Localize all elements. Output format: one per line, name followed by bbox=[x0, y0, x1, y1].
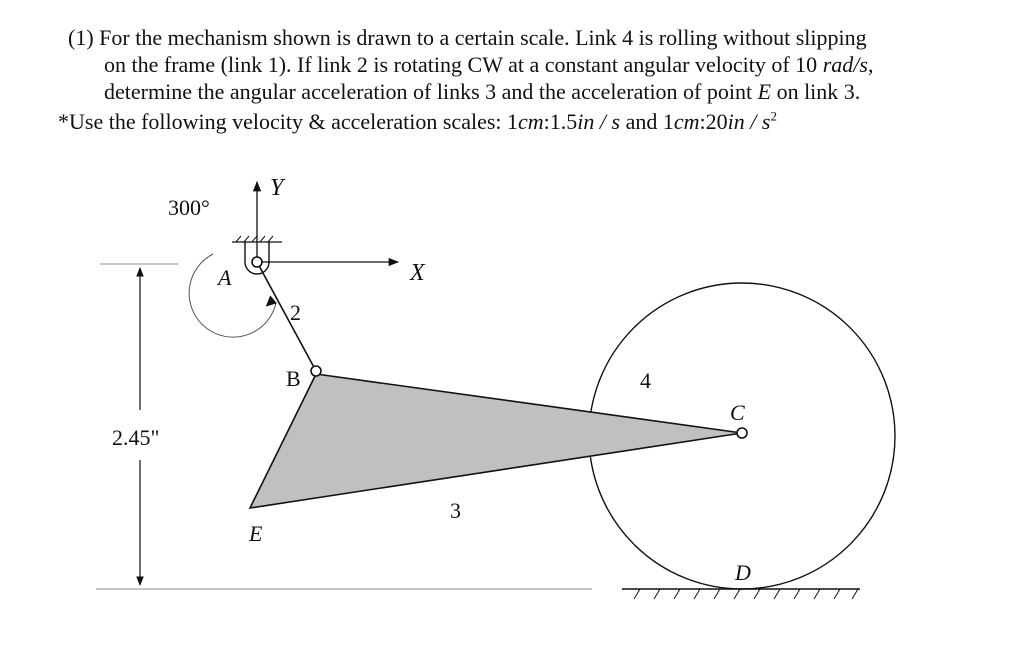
dimension-label: 2.45" bbox=[112, 425, 160, 450]
point-e-reference: E bbox=[757, 79, 772, 104]
acceleration-scale-cm: cm bbox=[673, 109, 700, 134]
link-2-label: 2 bbox=[290, 300, 301, 325]
x-axis-label: X bbox=[410, 260, 425, 286]
velocity-scale-cm: cm bbox=[518, 109, 544, 134]
acceleration-scale-unit: in / s bbox=[727, 109, 771, 134]
pin-b-icon bbox=[311, 366, 321, 376]
velocity-scale-value: :1.5 bbox=[543, 109, 578, 134]
link-4-label: 4 bbox=[640, 368, 651, 393]
link-3-label: 3 bbox=[450, 498, 461, 523]
problem-text-3: determine the angular acceleration of links 3 and the acceleration of point bbox=[104, 79, 753, 104]
problem-text-3-end: on link 3. bbox=[776, 79, 861, 104]
problem-text-1: For the mechanism shown is drawn to a certain scale. Link 4 is rolling without slipping bbox=[99, 25, 867, 50]
pin-a-icon bbox=[252, 257, 262, 267]
point-c-label: C bbox=[730, 400, 745, 425]
velocity-scale-unit: in / s bbox=[577, 109, 621, 134]
angle-arc-300 bbox=[189, 254, 276, 337]
point-e-label: E bbox=[249, 521, 263, 546]
angular-velocity-unit: rad/s bbox=[822, 52, 868, 77]
link-2-crank bbox=[257, 262, 316, 371]
problem-number: (1) bbox=[68, 25, 94, 50]
angle-label: 300° bbox=[168, 195, 210, 220]
pin-c-icon bbox=[737, 428, 747, 438]
scales-and: and 1 bbox=[620, 109, 674, 134]
point-d-label: D bbox=[735, 560, 751, 585]
scales-prefix: *Use the following velocity & acceleration scales: 1 bbox=[58, 109, 519, 134]
acceleration-scale-value: :20 bbox=[699, 109, 728, 134]
ground-hatching bbox=[622, 589, 860, 599]
problem-text-2-end: , bbox=[867, 52, 874, 77]
point-a-label: A bbox=[218, 265, 232, 290]
point-b-label: B bbox=[286, 366, 301, 391]
angle-arrowhead-icon bbox=[266, 296, 276, 306]
y-axis-label: Y bbox=[270, 175, 284, 201]
link-3-triangle bbox=[250, 374, 742, 508]
acceleration-exponent: 2 bbox=[770, 108, 777, 124]
problem-text-2: on the frame (link 1). If link 2 is rotating CW at a constant angular velocity of 10 bbox=[104, 52, 818, 77]
